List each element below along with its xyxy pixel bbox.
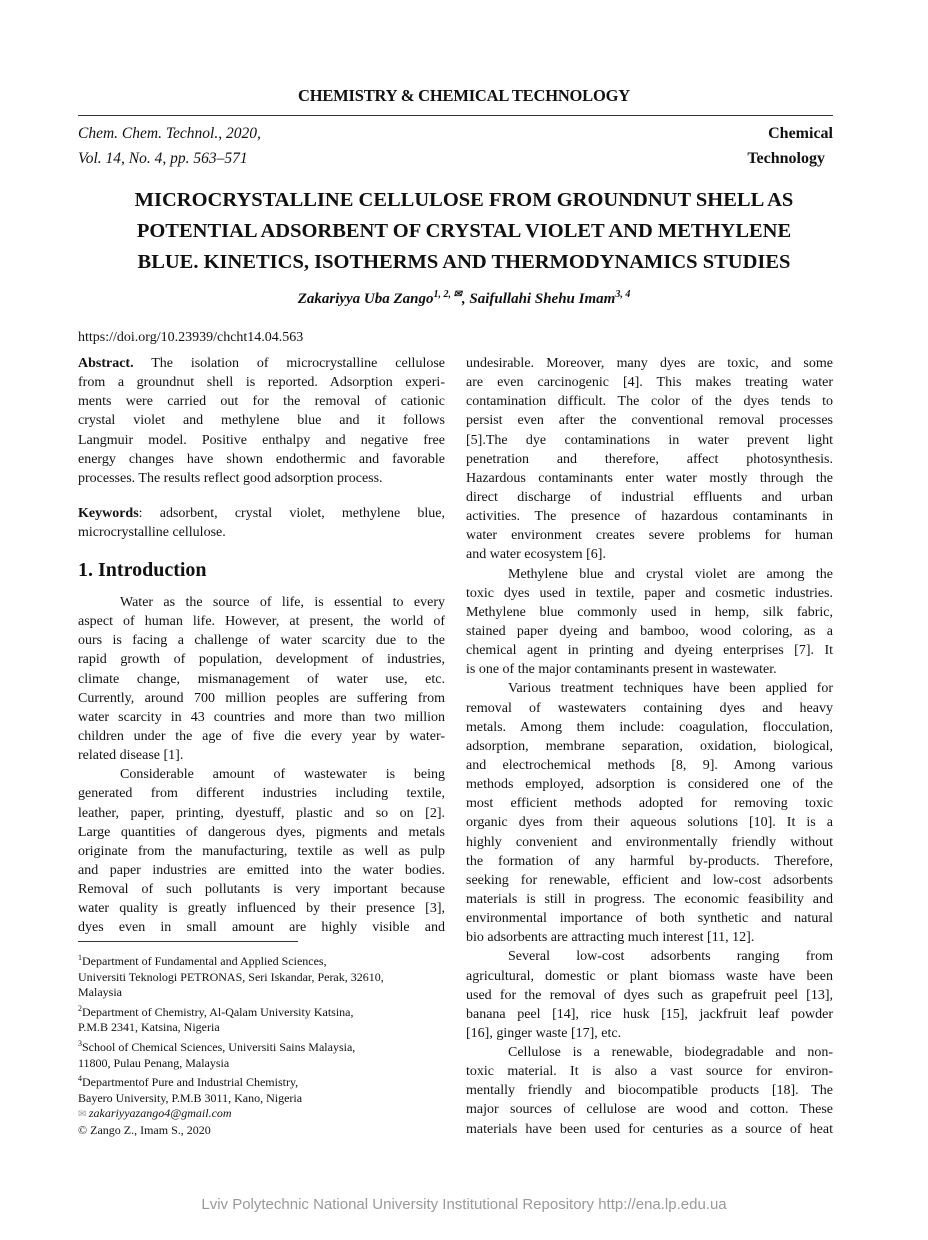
footnote-divider <box>78 941 298 942</box>
footnote-number: 2 <box>78 1003 82 1013</box>
paragraph-line: Hazardous contaminants enter water mostly through the <box>466 470 833 486</box>
paragraph-line: Removal of such pollutants is very important because <box>78 882 445 898</box>
paragraph-line: originate from the manufacturing, textile as well as pulp <box>78 843 445 859</box>
author-name: Saifullahi Shehu Imam <box>469 291 616 307</box>
paragraph-line: Currently, around 700 million peoples are suffering from <box>78 690 445 706</box>
paragraph-line: water quality is greatly influenced by their presence [3], <box>78 901 445 917</box>
author-affiliation: 3, 4 <box>615 289 631 300</box>
paragraph-line: metals. Among them include: coagulation, flocculation, <box>466 719 833 735</box>
abstract <box>78 354 445 488</box>
paragraph-line: Methylene blue commonly used in hemp, silk fabric, <box>466 604 833 620</box>
abstract-text: from a groundnut shell is reported. Adsorption experi- <box>78 375 445 391</box>
footnote-text: 11800, Pulau Penang, Malaysia <box>78 1055 230 1070</box>
keywords-label: Keywords <box>78 506 139 521</box>
footnote-number: 4 <box>78 1074 82 1084</box>
abstract-line <box>78 411 445 430</box>
envelope-icon: ✉ <box>78 1109 89 1121</box>
paragraph-line: ours is facing a challenge of water scarcity due to the <box>78 633 445 649</box>
paragraph-line: most efficient methods adopted for removing toxic <box>466 796 833 812</box>
repository-footer: Lviv Polytechnic National University Institutional Repository http://ena.lp.edu.ua <box>201 1196 727 1213</box>
abstract-line <box>78 373 445 392</box>
section-heading: 1. Introduction <box>78 559 207 581</box>
paragraph-line: Large quantities of dangerous dyes, pigments and metals <box>78 824 445 840</box>
paragraph-line: related disease [1]. <box>78 748 184 764</box>
paragraph-line: major sources of cellulose are wood and cotton. These <box>466 1102 833 1118</box>
citation-line-2: Vol. 14, No. 4, pp. 563–571 <box>78 150 248 167</box>
footnote-line <box>78 1036 458 1056</box>
paragraph-line: methods employed, adsorption is considered one of the <box>466 777 833 793</box>
citation-line-1: Chem. Chem. Technol., 2020, <box>78 125 261 142</box>
abstract-text: processes. The results reflect good adsorption process. <box>78 470 383 486</box>
email-address: zakariyyazango4@gmail.com <box>88 1106 232 1121</box>
paper-title <box>60 185 868 278</box>
abstract-text: energy changes have shown endothermic and favorable <box>78 451 445 467</box>
footnote-text: Department of Fundamental and Applied Sciences, <box>82 954 327 968</box>
paragraph-line: direct discharge of industrial effluents and urban <box>466 489 833 505</box>
paragraph-line: generated from different industries including textile, <box>78 786 445 802</box>
paragraph-line: Methylene blue and crystal violet are among the <box>508 566 833 582</box>
abstract-text: ments were carried out for the removal of cationic <box>78 394 445 410</box>
footnote-line <box>78 1001 458 1021</box>
doi-link[interactable]: https://doi.org/10.23939/chcht14.04.563 <box>78 330 304 345</box>
footnote-text: P.M.B 2341, Katsina, Nigeria <box>78 1020 220 1035</box>
author-affiliation: 1, 2, ✉ <box>433 289 462 300</box>
author-separator: , <box>461 291 470 307</box>
copyright: © Zango Z., Imam S., 2020 <box>78 1122 211 1137</box>
authors <box>0 289 928 308</box>
title-line: MICROCRYSTALLINE CELLULOSE FROM GROUNDNUT SHELL AS <box>134 189 794 211</box>
abstract-line <box>78 450 445 469</box>
paragraph-line: toxic dyes used in textile, paper and cosmetic industries. <box>466 585 833 601</box>
paragraph-line: climate change, mismanagement of water use, etc. <box>78 671 445 687</box>
paragraph-line: chemical agent in printing and dyeing enterprises [7]. It <box>466 643 833 659</box>
paragraph-line: rapid growth of population, development of industries, <box>78 652 445 668</box>
author-name: Zakariyya Uba Zango <box>297 291 434 307</box>
paragraph-line: activities. The presence of hazardous contaminants in <box>466 509 833 525</box>
footnote-text: Universiti Teknologi PETRONAS, Seri Iskandar, Perak, 32610, <box>78 969 384 984</box>
footnote-line <box>78 950 458 970</box>
paragraph-line: stained paper dyeing and bamboo, wood coloring, as a <box>466 623 833 639</box>
paragraph-line: Water as the source of life, is essential to every <box>120 595 445 610</box>
paragraph-line: removal of wastewaters containing dyes and heavy <box>466 700 833 716</box>
paragraph-line: Considerable amount of wastewater is being <box>120 767 445 783</box>
journal-header: CHEMISTRY & CHEMICAL TECHNOLOGY <box>298 86 630 105</box>
paragraph-line: banana peel [14], rice husk [15], jackfruit leaf powder <box>466 1006 833 1022</box>
paragraph-line: highly convenient and environmentally friendly without <box>466 834 833 850</box>
paragraph-line: are even carcinogenic [4]. This makes treating water <box>466 375 833 391</box>
paragraph-line: used for the removal of dyes such as grapefruit peel [13], <box>466 987 833 1003</box>
footnote-text: School of Chemical Sciences, Universiti Sains Malaysia, <box>82 1039 356 1054</box>
header-divider <box>78 115 833 116</box>
paragraph-line: and electrochemical methods [8, 9]. Among various <box>466 757 833 773</box>
paragraph-line: Cellulose is a renewable, biodegradable and non- <box>508 1045 833 1061</box>
abstract-line <box>78 392 445 411</box>
paragraph-line: adsorption, membrane separation, oxidation, biological, <box>466 738 833 754</box>
paragraph-line: is one of the major contaminants present in wastewater. <box>466 662 777 678</box>
paragraph-line: aspect of human life. However, at present, the world of <box>78 614 445 630</box>
footnote-line <box>78 1091 458 1107</box>
title-line: BLUE. KINETICS, ISOTHERMS AND THERMODYNAMICS STUDIES <box>137 251 791 273</box>
left-column-body <box>78 593 445 938</box>
footnote-number: 3 <box>78 1038 82 1048</box>
paragraph-line: water scarcity in 43 countries and more than two million <box>78 709 445 725</box>
paragraph-line: contamination difficult. The color of the dyes tends to <box>466 394 833 410</box>
paragraph-line: Various treatment techniques have been applied for <box>508 681 833 697</box>
paragraph-line: leather, paper, printing, dyestuff, plastic and so on [2]. <box>78 805 445 821</box>
paragraph-line: and paper industries are emitted into the water bodies. <box>78 862 445 878</box>
section-label-2: Technology <box>747 150 825 167</box>
abstract-line <box>78 469 445 488</box>
footnote-text: Bayero University, P.M.B 3011, Kano, Nigeria <box>78 1090 303 1105</box>
email-line <box>78 1106 458 1123</box>
footnote-line <box>78 970 458 986</box>
paragraph-line: toxic material. It is also a vast source for environ- <box>466 1064 833 1080</box>
footnote-number: 1 <box>78 953 82 962</box>
paragraph-line: [5].The dye contaminations in water prevent light <box>466 432 833 448</box>
paragraph-line: persist even after the conventional removal processes <box>466 413 833 429</box>
paragraph-line: bio adsorbents are attracting much interest [11, 12]. <box>466 930 755 946</box>
abstract-line <box>78 354 445 373</box>
right-column-body <box>466 354 833 1139</box>
footnote-line <box>78 1020 458 1036</box>
paragraph-line: children under the age of five die every year by water- <box>78 728 445 744</box>
keywords <box>78 504 445 542</box>
footnote-text: Malaysia <box>78 985 122 1000</box>
paragraph-line: penetration and therefore, affect photosynthesis. <box>466 451 833 467</box>
title-line: POTENTIAL ADSORBENT OF CRYSTAL VIOLET AND METHYLENE <box>136 220 792 242</box>
paragraph-line: undesirable. Moreover, many dyes are toxic, and some <box>466 356 833 371</box>
footnote-text: Departmentof Pure and Industrial Chemistry, <box>82 1075 299 1090</box>
footnote-line <box>78 1056 458 1072</box>
paragraph-line: dyes even in small amount are highly visible and <box>78 920 445 936</box>
paragraph-line: materials is still in progress. The economic feasibility and <box>466 891 833 907</box>
paragraph-line: agricultural, domestic or plant biomass waste have been <box>466 968 833 984</box>
paragraph-line: and water ecosystem [6]. <box>466 547 606 563</box>
paragraph-line: seeking for renewable, efficient and low-cost adsorbents <box>466 872 833 888</box>
footnote-line <box>78 985 458 1001</box>
keywords-text: microcrystalline cellulose. <box>78 525 226 541</box>
abstract-label: Abstract. <box>78 356 134 371</box>
abstract-text: crystal violet and methylene blue and it follows <box>78 413 445 429</box>
paragraph-line: environmental importance of both synthetic and natural <box>466 911 833 927</box>
paragraph-line: mentally friendly and biocompatible products [18]. The <box>466 1083 833 1099</box>
paragraph-line: [16], ginger waste [17], etc. <box>466 1025 622 1041</box>
footnote-text: Department of Chemistry, Al-Qalam University Katsina, <box>82 1004 354 1019</box>
footnotes <box>78 950 458 1139</box>
paragraph-line: organic dyes from their aqueous solutions [10]. It is a <box>466 815 833 831</box>
abstract-text: Langmuir model. Positive enthalpy and negative free <box>78 432 445 448</box>
footnote-line <box>78 1071 458 1091</box>
paragraph-line: water environment creates severe problems for human <box>466 528 833 544</box>
paragraph-line: the formation of any harmful by-products. Therefore, <box>466 853 833 869</box>
section-label-1: Chemical <box>768 125 833 142</box>
keywords-text: : adsorbent, crystal violet, methylene blue, <box>138 506 445 521</box>
abstract-line <box>78 431 445 450</box>
abstract-text: The isolation of microcrystalline cellulose <box>133 356 445 371</box>
paragraph-line: Several low-cost adsorbents ranging from <box>508 949 833 965</box>
paragraph-line: materials have been used for centuries as a source of heat <box>466 1121 833 1137</box>
